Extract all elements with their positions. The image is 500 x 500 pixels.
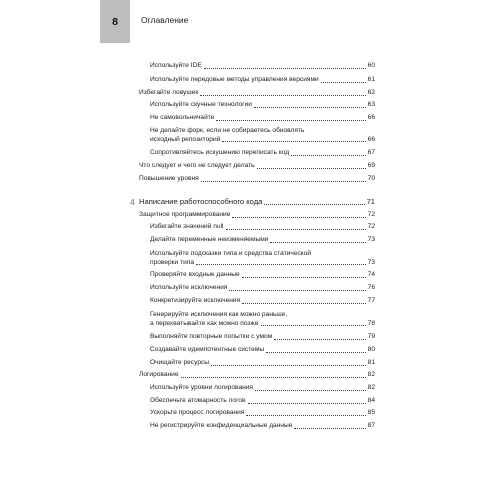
toc-entry[interactable]	[150, 346, 375, 355]
dot-leader	[255, 390, 366, 391]
dot-leader	[294, 428, 365, 429]
toc-entry[interactable]	[150, 76, 375, 85]
dot-leader	[200, 95, 365, 96]
toc-entry-text: Создавайте идемпотентные системы	[150, 346, 265, 353]
toc-entry[interactable]	[150, 409, 375, 418]
toc-entry[interactable]	[150, 62, 375, 71]
dot-leader	[264, 204, 364, 205]
toc-page-number: 71	[366, 197, 375, 206]
dot-leader	[257, 168, 366, 169]
dot-leader	[229, 290, 365, 291]
toc-page-number: 76	[367, 284, 375, 291]
toc-entry-title	[150, 311, 375, 328]
toc-page-number: 66	[367, 114, 375, 121]
chapter-number: 4	[130, 197, 135, 207]
toc-entry[interactable]	[139, 89, 375, 98]
toc-entry-text: Используйте IDE	[150, 62, 202, 69]
toc-entry[interactable]	[150, 101, 375, 110]
toc-entry-text: Что следует и чего не следует делать	[139, 162, 255, 169]
dot-leader	[291, 155, 366, 156]
toc-entry-text: Сопротивляйтесь искушению переписать код	[150, 149, 290, 156]
toc-page-number: 81	[367, 359, 375, 366]
dot-leader	[226, 229, 366, 230]
toc-entry-text: Защитное программирование	[139, 211, 231, 218]
toc-entry-text: Не регистрируйте конфиденциальные данные	[150, 422, 293, 429]
toc-entry-title	[150, 297, 375, 306]
toc-entry-title	[139, 162, 375, 171]
toc-page-number: 79	[367, 333, 375, 340]
toc-page-number: 70	[367, 175, 375, 182]
toc-entry-title	[150, 250, 375, 267]
toc-entry-text: Обеспечьте атомарность логов	[150, 397, 246, 404]
toc-entry-text: Используйте подсказки типа и средства статической	[150, 250, 312, 257]
toc-entry-text: Очищайте ресурсы	[150, 359, 210, 366]
toc-entry-text: Повышение уровня	[139, 175, 199, 182]
dot-leader	[242, 277, 366, 278]
toc-entry-title	[150, 359, 375, 368]
toc-entry-title	[150, 223, 375, 232]
toc-entry-text: Логирование	[139, 371, 179, 378]
toc-entry[interactable]	[150, 297, 375, 306]
toc-entry-title	[150, 422, 375, 431]
toc-entry-title	[150, 284, 375, 293]
toc-entry[interactable]	[139, 175, 375, 184]
toc-entry-text: Используйте исключения	[150, 284, 228, 291]
toc-entry-text: Не делайте форк, если не собираетесь обновлять	[150, 127, 305, 134]
toc-page-number: 61	[367, 76, 375, 83]
toc-page-number: 74	[367, 271, 375, 278]
dot-leader	[181, 377, 366, 378]
toc-entry-text: Конкретизируйте исключения	[150, 297, 241, 304]
toc-page-number: 63	[367, 101, 375, 108]
dot-leader	[211, 365, 366, 366]
running-title: Оглавление	[141, 15, 189, 25]
toc-entry-text: а перехватывайте как можно позже	[150, 319, 259, 327]
toc-entry-text: исходный репозиторий	[150, 135, 221, 143]
toc-entry-title	[150, 346, 375, 355]
toc-entry[interactable]	[150, 397, 375, 406]
toc-entry-title	[139, 89, 375, 98]
toc-page-number: 73	[367, 236, 375, 243]
page-number: 8	[112, 15, 118, 28]
dot-leader	[266, 352, 366, 353]
dot-leader	[248, 403, 366, 404]
toc-entry-title	[139, 371, 375, 380]
toc-entry[interactable]	[150, 359, 375, 368]
toc-page-number: 85	[367, 409, 375, 416]
toc-entry-text: Используйте скучные технологии	[150, 101, 252, 108]
dot-leader	[216, 120, 365, 121]
toc-entry[interactable]	[150, 333, 375, 342]
dot-leader	[321, 82, 366, 83]
toc-entry[interactable]	[150, 223, 375, 232]
toc-entry-text: Избегайте значений null	[150, 223, 224, 230]
toc-entry-title	[150, 384, 375, 393]
toc-entry[interactable]	[150, 250, 375, 267]
toc-entry-title	[150, 271, 375, 280]
toc-page-number: 62	[367, 89, 375, 96]
toc-page-number: 82	[367, 384, 375, 391]
toc-entry-text: Избегайте ловушек	[139, 89, 199, 96]
toc-entry[interactable]	[139, 211, 375, 220]
dot-leader	[246, 415, 365, 416]
toc-page-number: 84	[367, 397, 375, 404]
toc-entry[interactable]	[150, 236, 375, 245]
toc-entry[interactable]	[139, 198, 375, 207]
toc-entry-title	[150, 236, 375, 245]
toc-entry-title	[150, 62, 375, 71]
toc-page-number: 87	[367, 422, 375, 429]
toc-entry-text: Проверяйте входные данные	[150, 271, 240, 278]
toc-page-number: 82	[367, 371, 375, 378]
toc-page-number: 60	[367, 62, 375, 69]
toc-entry-title	[150, 127, 375, 144]
toc-entry-title	[150, 114, 375, 123]
dot-leader	[204, 68, 366, 69]
toc-entry-text: Используйте передовые методы управления версиями	[150, 76, 319, 83]
toc-entry[interactable]	[150, 284, 375, 293]
toc-page-number: 69	[367, 162, 375, 169]
toc-page-number: 72	[367, 211, 375, 218]
toc-page-number: 78	[367, 319, 375, 327]
dot-leader	[254, 107, 366, 108]
toc-page-number: 66	[367, 135, 375, 143]
toc-entry-title	[139, 198, 375, 207]
toc-page-number: 77	[367, 297, 375, 304]
toc-entry[interactable]	[139, 371, 375, 380]
toc-page-number: 67	[367, 149, 375, 156]
dot-leader	[270, 242, 365, 243]
dot-leader	[201, 181, 366, 182]
toc-entry[interactable]	[150, 271, 375, 280]
toc-entry-text: проверки типа	[150, 258, 195, 266]
toc-entry-text: Ускорьте процесс логирования	[150, 409, 245, 416]
dot-leader	[261, 325, 366, 326]
toc-entry-title	[150, 149, 375, 158]
toc-page-number: 73	[367, 258, 375, 266]
toc-entry-title	[150, 76, 375, 85]
toc-entry-title	[139, 211, 375, 220]
toc-page-number: 80	[367, 346, 375, 353]
toc-entry-text: Используйте уровни логирования	[150, 384, 254, 391]
toc-entry[interactable]	[150, 384, 375, 393]
toc-entry[interactable]	[139, 162, 375, 171]
toc-entry[interactable]	[150, 149, 375, 158]
toc-entry-title	[150, 397, 375, 406]
toc-entry[interactable]	[150, 114, 375, 123]
dot-leader	[274, 339, 365, 340]
toc-entry-text: Не самовольничайте	[150, 114, 215, 121]
dot-leader	[242, 303, 365, 304]
dot-leader	[232, 217, 365, 218]
toc-entry-text: Выполняйте повторные попытки с умом	[150, 333, 273, 340]
dot-leader	[222, 141, 365, 142]
toc-entry-text: Делайте переменные неизменяемыми	[150, 236, 269, 243]
toc-entry-title	[150, 333, 375, 342]
toc-page-number: 72	[367, 223, 375, 230]
toc-entry[interactable]	[150, 127, 375, 144]
toc-entry-title	[139, 175, 375, 184]
toc-entry-title	[150, 101, 375, 110]
toc-entry-text: Написание работоспособного кода	[139, 197, 263, 206]
toc-entry[interactable]	[150, 422, 375, 431]
toc-entry-title	[150, 409, 375, 418]
toc-entry-text: Генерируйте исключения как можно раньше,	[150, 311, 288, 318]
toc-entry[interactable]	[150, 311, 375, 328]
dot-leader	[196, 264, 366, 265]
